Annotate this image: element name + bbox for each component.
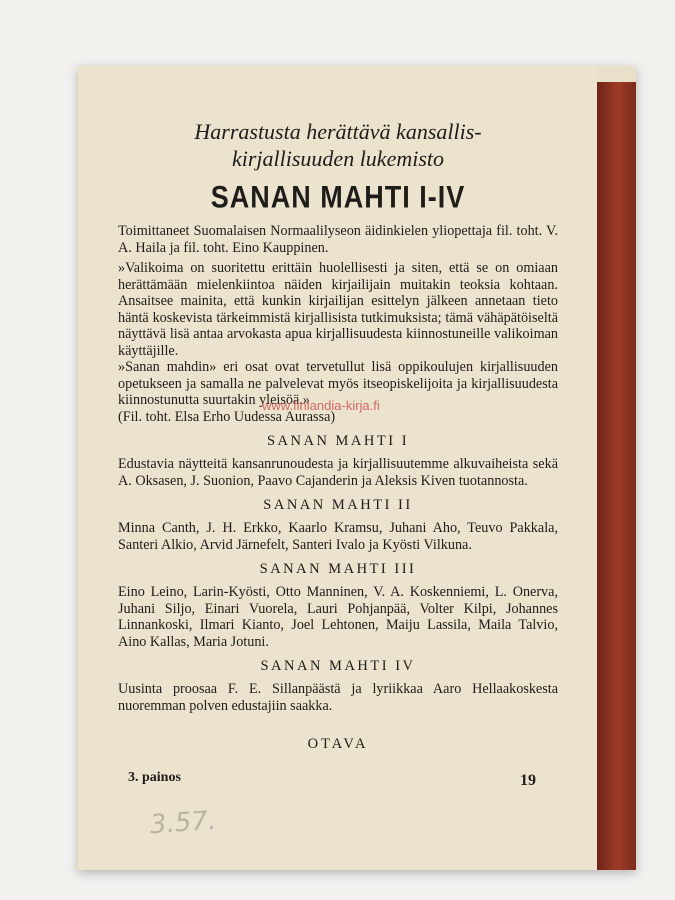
tagline-line-2: kirjallisuuden lukemisto: [231, 146, 445, 171]
pencil-note: 3.57.: [149, 805, 218, 841]
section-title-3: SANAN MAHTI III: [259, 561, 417, 577]
tagline-line-1: Harrastusta herättävä kansallis-: [194, 119, 482, 144]
section-text-2: Minna Canth, J. H. Erkko, Kaarlo Kramsu, Juhani Aho, Teuvo Pakkala, Santeri Alkio, Arvid Järnefelt, Santeri Ivalo ja Kyösti Vilkuna.: [118, 520, 558, 553]
section-title-4: SANAN MAHTI IV: [260, 658, 416, 674]
section-text-1: Edustavia näytteitä kansanrunoudesta ja kirjallisuutemme alkuvaiheista sekä A. Oksasen, J. Suonion, Paavo Cajanderin ja Aleksis Kiven tuotannosta.: [118, 456, 558, 489]
price-code: 19: [520, 772, 536, 789]
series-title: SANAN MAHTI I-IV: [210, 179, 466, 215]
editors-text: Toimittaneet Suomalaisen Normaalilyseon äidinkielen yliopettaja fil. toht. V. A. Haila ja fil. toht. Eino Kauppinen.: [118, 223, 558, 256]
review-text-2: »Sanan mahdin» eri osat ovat tervetullut lisä oppikoulujen kirjallisuuden opetukseen ja samalla ne palvelevat myös itseopiskelijoita ja kirjallisuudesta kiinnostunutta suurtakin yleisöä.»: [118, 359, 558, 408]
review-source: (Fil. toht. Elsa Erho Uudessa Aurassa): [118, 408, 336, 425]
publisher-name: OTAVA: [307, 736, 369, 752]
section-text-4: Uusinta proosaa F. E. Sillanpäästä ja lyriikkaa Aaro Hellaakoskesta nuoremman polven edustajiin saakka.: [118, 681, 558, 714]
review-text-1: »Valikoima on suoritettu erittäin huolellisesti ja siten, että se on omiaan herättämään mielenkiintoa näiden kirjailijain muitakin teoksia kohtaan. Ansaitsee mainita, että kunkin kirjailijan esittelyn jälkeen annetaan tieto häntä koskevista tärkeimmistä kirjallisista tutkimuksista; tämä vähäpätöiseltä näyttävä lisä antaa arvokasta apua kirjallisuudesta kiinnostuneille valikoiman käyttäjille.: [118, 260, 558, 359]
edition-label: 3. painos: [128, 770, 181, 785]
book-spine: [597, 82, 636, 870]
section-text-3: Eino Leino, Larin-Kyösti, Otto Manninen, V. A. Koskenniemi, L. Onerva, Juhani Siljo, Einari Vuorela, Lauri Pohjanpää, Volter Kilpi, Johannes Linnankoski, Ilmari Kianto, Joel Lehtonen, Maiju Lassila, Maila Talvio, Aino Kallas, Maria Jotuni.: [118, 584, 558, 650]
watermark-stamp: www.finlandia-kirja.fi: [262, 398, 380, 413]
section-title-2: SANAN MAHTI II: [263, 497, 413, 513]
section-title-1: SANAN MAHTI I: [266, 433, 410, 449]
cover-text: [118, 118, 558, 753]
